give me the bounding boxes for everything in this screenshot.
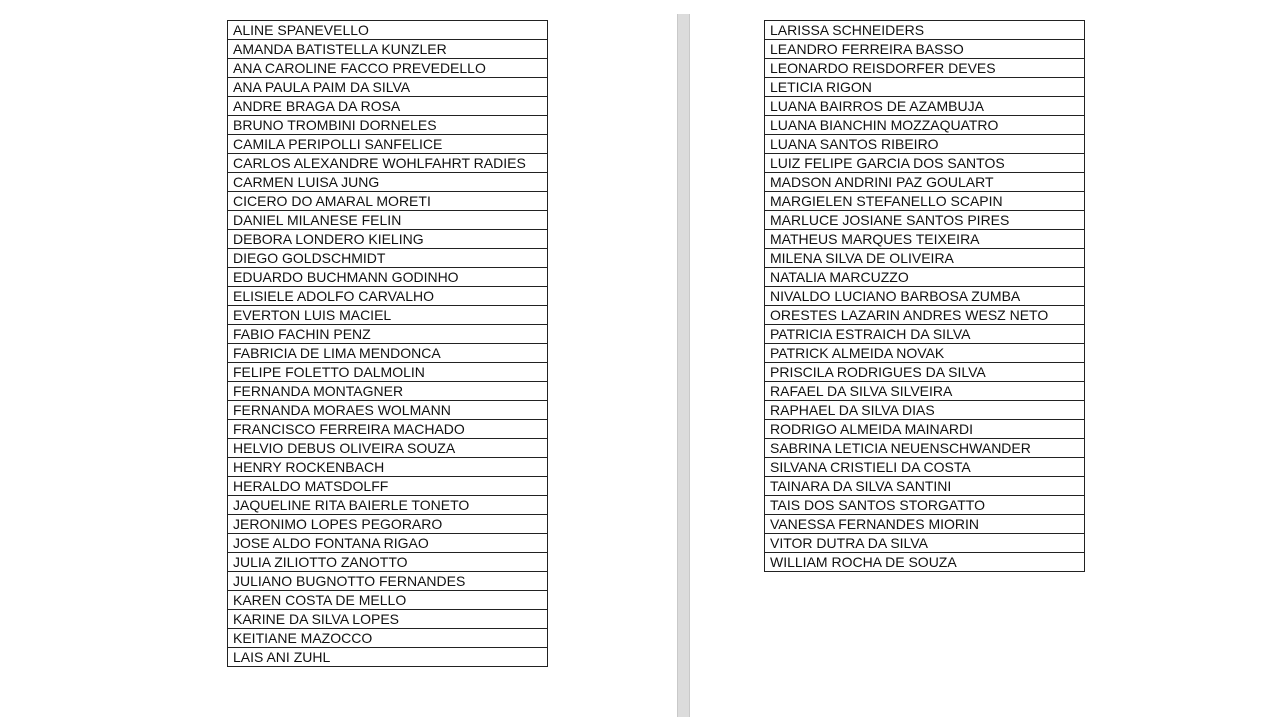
name-cell: ALINE SPANEVELLO — [228, 21, 548, 40]
table-row — [765, 439, 1085, 458]
name-cell: RAPHAEL DA SILVA DIAS — [765, 401, 1085, 420]
table-row — [228, 78, 548, 97]
names-table-right-body — [765, 21, 1085, 572]
name-cell: AMANDA BATISTELLA KUNZLER — [228, 40, 548, 59]
table-row — [765, 192, 1085, 211]
name-cell: RAFAEL DA SILVA SILVEIRA — [765, 382, 1085, 401]
name-cell: FABIO FACHIN PENZ — [228, 325, 548, 344]
table-row — [765, 401, 1085, 420]
name-cell: EVERTON LUIS MACIEL — [228, 306, 548, 325]
name-cell: CAMILA PERIPOLLI SANFELICE — [228, 135, 548, 154]
name-cell: KAREN COSTA DE MELLO — [228, 591, 548, 610]
name-cell: RODRIGO ALMEIDA MAINARDI — [765, 420, 1085, 439]
table-row — [228, 515, 548, 534]
name-cell: NATALIA MARCUZZO — [765, 268, 1085, 287]
table-row — [765, 21, 1085, 40]
name-cell: HENRY ROCKENBACH — [228, 458, 548, 477]
name-cell: MARGIELEN STEFANELLO SCAPIN — [765, 192, 1085, 211]
name-cell: SILVANA CRISTIELI DA COSTA — [765, 458, 1085, 477]
table-row — [228, 154, 548, 173]
table-row — [228, 534, 548, 553]
table-row — [228, 173, 548, 192]
table-row — [765, 496, 1085, 515]
table-row — [228, 553, 548, 572]
name-cell: ANA CAROLINE FACCO PREVEDELLO — [228, 59, 548, 78]
table-row — [228, 192, 548, 211]
name-cell: LEONARDO REISDORFER DEVES — [765, 59, 1085, 78]
name-cell: NIVALDO LUCIANO BARBOSA ZUMBA — [765, 287, 1085, 306]
table-row — [228, 572, 548, 591]
table-row — [765, 249, 1085, 268]
table-row — [765, 40, 1085, 59]
name-cell: FRANCISCO FERREIRA MACHADO — [228, 420, 548, 439]
table-row — [228, 40, 548, 59]
name-cell: HERALDO MATSDOLFF — [228, 477, 548, 496]
name-cell: JULIA ZILIOTTO ZANOTTO — [228, 553, 548, 572]
table-row — [765, 230, 1085, 249]
name-cell: FERNANDA MORAES WOLMANN — [228, 401, 548, 420]
name-cell: CARLOS ALEXANDRE WOHLFAHRT RADIES — [228, 154, 548, 173]
name-cell: LUANA BAIRROS DE AZAMBUJA — [765, 97, 1085, 116]
name-cell: LUANA BIANCHIN MOZZAQUATRO — [765, 116, 1085, 135]
table-row — [765, 78, 1085, 97]
table-row — [228, 287, 548, 306]
name-cell: VITOR DUTRA DA SILVA — [765, 534, 1085, 553]
table-row — [228, 458, 548, 477]
table-row — [765, 268, 1085, 287]
name-cell: LEANDRO FERREIRA BASSO — [765, 40, 1085, 59]
table-row — [228, 325, 548, 344]
name-cell: MADSON ANDRINI PAZ GOULART — [765, 173, 1085, 192]
name-cell: DEBORA LONDERO KIELING — [228, 230, 548, 249]
table-row — [765, 515, 1085, 534]
table-row — [228, 230, 548, 249]
table-row — [765, 344, 1085, 363]
name-cell: WILLIAM ROCHA DE SOUZA — [765, 553, 1085, 572]
table-row — [228, 420, 548, 439]
name-cell: ANDRE BRAGA DA ROSA — [228, 97, 548, 116]
table-row — [765, 325, 1085, 344]
name-cell: JULIANO BUGNOTTO FERNANDES — [228, 572, 548, 591]
table-row — [228, 249, 548, 268]
table-row — [228, 97, 548, 116]
table-row — [228, 116, 548, 135]
name-cell: HELVIO DEBUS OLIVEIRA SOUZA — [228, 439, 548, 458]
name-cell: FABRICIA DE LIMA MENDONCA — [228, 344, 548, 363]
table-row — [228, 629, 548, 648]
name-cell: ORESTES LAZARIN ANDRES WESZ NETO — [765, 306, 1085, 325]
table-row — [765, 211, 1085, 230]
name-cell: ELISIELE ADOLFO CARVALHO — [228, 287, 548, 306]
name-cell: BRUNO TROMBINI DORNELES — [228, 116, 548, 135]
table-row — [228, 344, 548, 363]
name-cell: JOSE ALDO FONTANA RIGAO — [228, 534, 548, 553]
table-row — [228, 211, 548, 230]
table-row — [765, 420, 1085, 439]
name-cell: LAIS ANI ZUHL — [228, 648, 548, 667]
name-cell: MILENA SILVA DE OLIVEIRA — [765, 249, 1085, 268]
name-cell: MATHEUS MARQUES TEIXEIRA — [765, 230, 1085, 249]
table-row — [765, 97, 1085, 116]
table-row — [765, 173, 1085, 192]
table-row — [765, 287, 1085, 306]
name-cell: TAIS DOS SANTOS STORGATTO — [765, 496, 1085, 515]
name-cell: ANA PAULA PAIM DA SILVA — [228, 78, 548, 97]
table-row — [765, 477, 1085, 496]
page-divider — [677, 14, 690, 717]
name-cell: MARLUCE JOSIANE SANTOS PIRES — [765, 211, 1085, 230]
name-cell: KARINE DA SILVA LOPES — [228, 610, 548, 629]
name-cell: LETICIA RIGON — [765, 78, 1085, 97]
table-row — [228, 21, 548, 40]
name-cell: EDUARDO BUCHMANN GODINHO — [228, 268, 548, 287]
name-cell: SABRINA LETICIA NEUENSCHWANDER — [765, 439, 1085, 458]
table-row — [228, 306, 548, 325]
table-row — [228, 610, 548, 629]
name-cell: FERNANDA MONTAGNER — [228, 382, 548, 401]
table-row — [765, 135, 1085, 154]
names-table-left-body — [228, 21, 548, 667]
table-row — [228, 591, 548, 610]
table-row — [228, 382, 548, 401]
name-cell: LUANA SANTOS RIBEIRO — [765, 135, 1085, 154]
name-cell: JERONIMO LOPES PEGORARO — [228, 515, 548, 534]
table-row — [765, 553, 1085, 572]
table-row — [228, 439, 548, 458]
table-row — [228, 59, 548, 78]
table-row — [765, 306, 1085, 325]
name-cell: CARMEN LUISA JUNG — [228, 173, 548, 192]
table-row — [765, 59, 1085, 78]
name-cell: DIEGO GOLDSCHMIDT — [228, 249, 548, 268]
table-row — [228, 135, 548, 154]
name-cell: FELIPE FOLETTO DALMOLIN — [228, 363, 548, 382]
table-row — [765, 458, 1085, 477]
name-cell: KEITIANE MAZOCCO — [228, 629, 548, 648]
name-cell: VANESSA FERNANDES MIORIN — [765, 515, 1085, 534]
table-row — [228, 363, 548, 382]
table-row — [228, 648, 548, 667]
name-cell: PATRICIA ESTRAICH DA SILVA — [765, 325, 1085, 344]
table-row — [765, 116, 1085, 135]
name-cell: CICERO DO AMARAL MORETI — [228, 192, 548, 211]
table-row — [765, 363, 1085, 382]
table-row — [765, 534, 1085, 553]
names-table-right — [764, 20, 1085, 572]
table-row — [228, 268, 548, 287]
name-cell: PRISCILA RODRIGUES DA SILVA — [765, 363, 1085, 382]
table-row — [765, 382, 1085, 401]
name-cell: JAQUELINE RITA BAIERLE TONETO — [228, 496, 548, 515]
name-cell: DANIEL MILANESE FELIN — [228, 211, 548, 230]
table-row — [228, 496, 548, 515]
name-cell: LARISSA SCHNEIDERS — [765, 21, 1085, 40]
name-cell: TAINARA DA SILVA SANTINI — [765, 477, 1085, 496]
table-row — [228, 477, 548, 496]
name-cell: PATRICK ALMEIDA NOVAK — [765, 344, 1085, 363]
table-row — [228, 401, 548, 420]
names-table-left — [227, 20, 548, 667]
table-row — [765, 154, 1085, 173]
name-cell: LUIZ FELIPE GARCIA DOS SANTOS — [765, 154, 1085, 173]
